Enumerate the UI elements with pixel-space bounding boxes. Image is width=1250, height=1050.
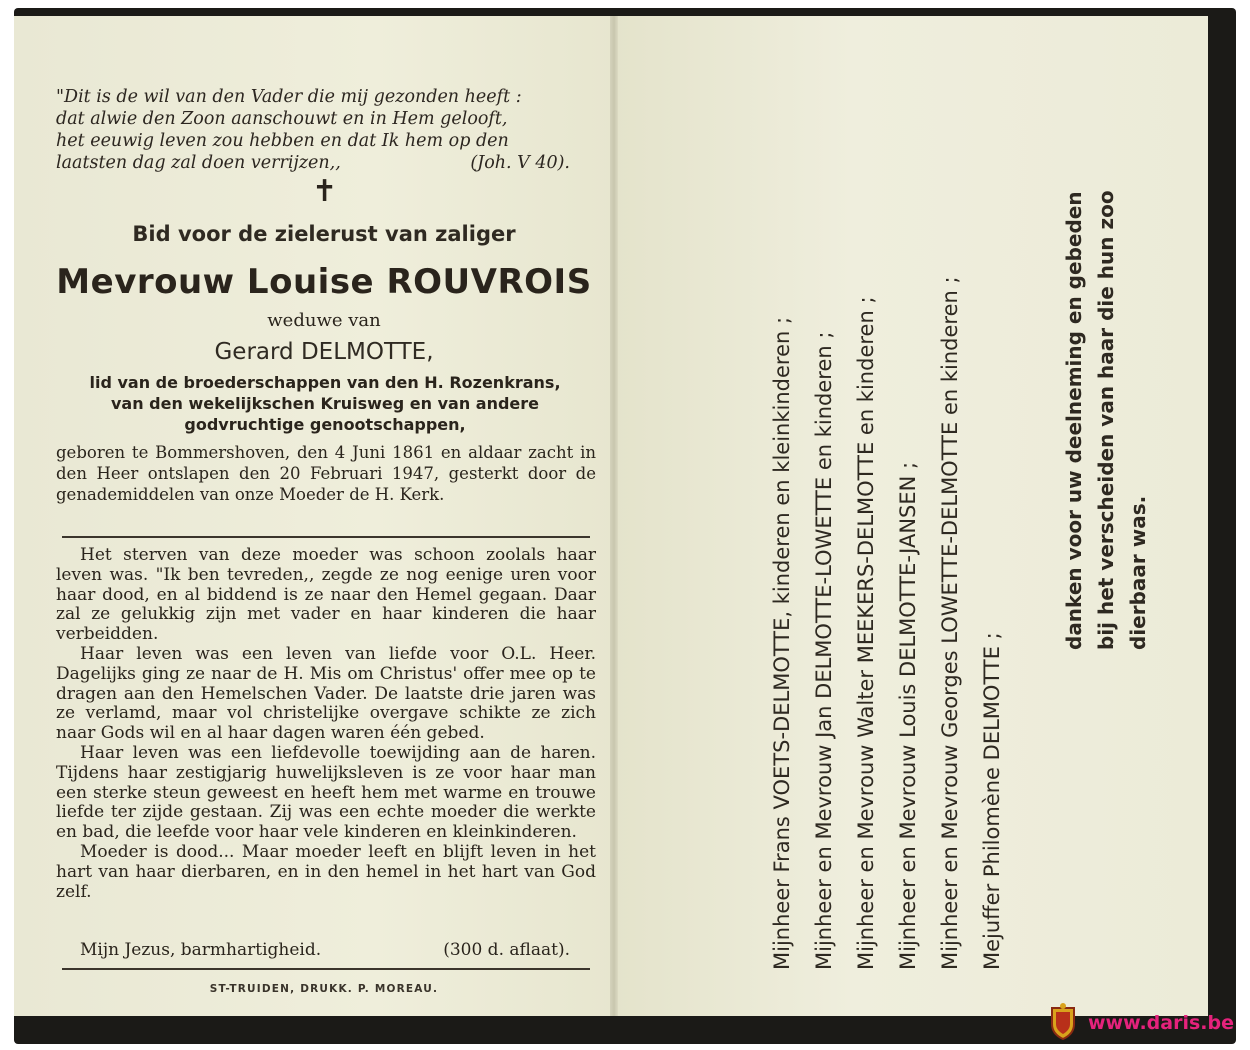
divider bbox=[62, 968, 590, 970]
membership-line: lid van de broederschappen van den H. Rozenkrans, bbox=[89, 373, 561, 392]
paragraph: Haar leven was een leven van liefde voor O.L. Heer. Dagelijks ging ze naar de H. Mis om Christus' offer mee op te dragen aan den Hemelschen Vader. De laatste drie jaren was ze verlamd, maar vol christelijke overgave schikte ze zich naar Gods wil en al haar dagen waren één gebed. bbox=[56, 643, 596, 744]
thanks-line: dierbaar was. bbox=[1126, 495, 1150, 650]
invocation-row bbox=[80, 940, 570, 960]
deceased-name: Mevrouw Louise ROUVROIS bbox=[56, 262, 592, 302]
family-line: Mijnheer en Mevrouw Jan DELMOTTE-LOWETTE en kinderen ; bbox=[812, 331, 836, 970]
family-line: Mejuffer Philomène DELMOTTE ; bbox=[980, 632, 1004, 970]
divider bbox=[62, 536, 590, 538]
membership-line: van den wekelijkschen Kruisweg en van andere bbox=[110, 394, 540, 413]
husband-name: Gerard DELMOTTE, bbox=[214, 339, 434, 365]
family-line: Mijnheer en Mevrouw Walter MEEKERS-DELMOTTE en kinderen ; bbox=[854, 296, 878, 970]
bible-quote bbox=[56, 86, 596, 174]
quote-line: "Dit is de wil van den Vader die mij gezonden heeft : bbox=[56, 87, 522, 107]
obituary-text bbox=[56, 546, 596, 902]
birth-death-text: geboren te Bommershoven, den 4 Juni 1861 en aldaar zacht in den Heer ontslapen den 20 Februari 1947, gesterkt door de genademiddelen van onze Moeder de H. Kerk. bbox=[56, 443, 596, 504]
family-line: Mijnheer en Mevrouw Georges LOWETTE-DELMOTTE en kinderen ; bbox=[938, 276, 962, 970]
invocation: Mijn Jezus, barmhartigheid. bbox=[80, 940, 322, 960]
membership-line: godvruchtige genootschappen, bbox=[184, 415, 466, 434]
indulgence: (300 d. aflaat). bbox=[443, 940, 570, 960]
quote-line: het eeuwig leven zou hebben en dat Ik hem op den bbox=[56, 131, 509, 151]
widow-of-label: weduwe van bbox=[267, 310, 381, 331]
thanks-line: bij het verscheiden van haar die hun zoo bbox=[1094, 190, 1118, 650]
memberships bbox=[56, 372, 594, 435]
crest-icon bbox=[1048, 1002, 1078, 1040]
thanks-line: danken voor uw deelneming en gebeden bbox=[1062, 191, 1086, 650]
family-line: Mijnheer en Mevrouw Louis DELMOTTE-JANSEN ; bbox=[896, 461, 920, 970]
paragraph: Het sterven van deze moeder was schoon zoolals haar leven was. "Ik ben tevreden,, zegde ze nog eenige uren voor haar dood, en al biddend is ze naar den Hemel gegaan. Daar zal ze gelukkig zijn met vader en haar kinderen die haar verbeidden. bbox=[56, 545, 596, 645]
cross-icon: ✝ bbox=[312, 174, 338, 209]
paragraph: Moeder is dood... Maar moeder leeft en blijft leven in het hart van haar dierbaren, en in den hemel in het hart van God zelf. bbox=[56, 841, 596, 902]
quote-last-line bbox=[56, 152, 596, 174]
printer-credit: ST-TRUIDEN, DRUKK. P. MOREAU. bbox=[209, 983, 439, 995]
paragraph: Haar leven was een liefdevolle toewijding aan de haren. Tijdens haar zestigjarig huwelijksleven is ze voor haar man een sterke steun geweest en heeft hem met warme en trouwe liefde ter zijde gestaan. Zij was een echte moeder die werkte en bad, die leefde voor haar vele kinderen en kleinkinderen. bbox=[56, 742, 596, 843]
family-line: Mijnheer Frans VOETS-DELMOTTE, kinderen en kleinkinderen ; bbox=[770, 316, 794, 970]
quote-reference: (Joh. V 40). bbox=[470, 153, 570, 173]
prayer-line: Bid voor de zielerust van zaliger bbox=[132, 222, 516, 246]
website-watermark: www.daris.be bbox=[1088, 1012, 1234, 1034]
quote-line: laatsten dag zal doen verrijzen,, bbox=[56, 153, 341, 173]
quote-line: dat alwie den Zoon aanschouwt en in Hem gelooft, bbox=[56, 109, 508, 129]
card-fold bbox=[610, 16, 618, 1016]
